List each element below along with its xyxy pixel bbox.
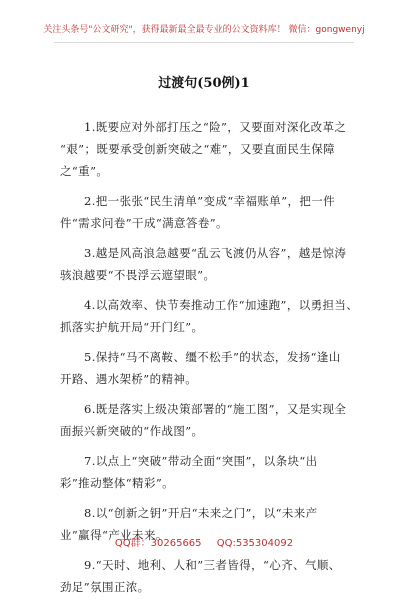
- document-title: 过渡句(50例)1: [158, 76, 250, 91]
- list-item: [60, 294, 359, 338]
- list-item: [60, 450, 356, 494]
- page-header-banner: 关注头条号"公文研究"，获得最新最全最专业的公文资料库！ 微信：gongwenyj: [43, 25, 365, 35]
- header-divider: [54, 42, 354, 43]
- list-item: [60, 190, 356, 234]
- item-line: 件“需求问卷”干成“满意答卷”。: [60, 216, 228, 230]
- qq-group-number: QQ群：30265665: [114, 538, 202, 549]
- page-footer: [0, 534, 408, 549]
- item-line: 3.越是风高浪急越要“乱云飞渡仍从容”，越是惊涛: [84, 246, 347, 260]
- list-item: [60, 242, 356, 286]
- item-line: 之“重”。: [60, 164, 109, 178]
- item-line: 面振兴新突破的“作战图”。: [60, 424, 204, 438]
- item-line: “艰”；既要承受创新突破之“难”，又要直面民生保障: [60, 142, 336, 156]
- item-line: 业”赢得“产业未来。: [60, 528, 168, 542]
- item-line: 骇浪越要“不畏浮云遮望眼”。: [60, 268, 216, 282]
- item-line: 抓落实护航开局“开门红”。: [60, 320, 204, 334]
- qq-number: QQ:535304092: [216, 538, 294, 549]
- item-line: 9.“天时、地利、人和”三者皆得，“心齐、气顺、: [84, 558, 341, 572]
- list-item: [60, 346, 356, 390]
- item-line: 2.把一张张“民生清单”变成“幸福账单”，把一件: [84, 194, 336, 208]
- item-line: 开路、遇水架桥”的精神。: [60, 372, 198, 386]
- item-line: 劲足”氛围正浓。: [60, 580, 150, 594]
- item-line: 5.保持“马不离鞍、缰不松手”的状态，发扬“逢山: [84, 350, 341, 364]
- item-line: 彩”推动整体“精彩”。: [60, 476, 175, 490]
- item-line: 4.以高效率、快节奏推动工作“加速跑”，以勇担当、: [84, 298, 359, 312]
- list-item: [60, 116, 356, 182]
- item-list: [60, 116, 359, 606]
- item-line: 6.既是落实上级决策部署的“施工图”，又是实现全: [84, 402, 347, 416]
- list-item: [60, 398, 356, 442]
- item-line: 7.以点上“突破”带动全面“突围”，以条块“出: [84, 454, 318, 468]
- item-line: 8.以“创新之钥”开启“未来之门”，以“未来产: [84, 506, 318, 520]
- list-item: [60, 554, 356, 598]
- item-line: 1.既要应对外部打压之“险”，又要面对深化改革之: [84, 120, 347, 134]
